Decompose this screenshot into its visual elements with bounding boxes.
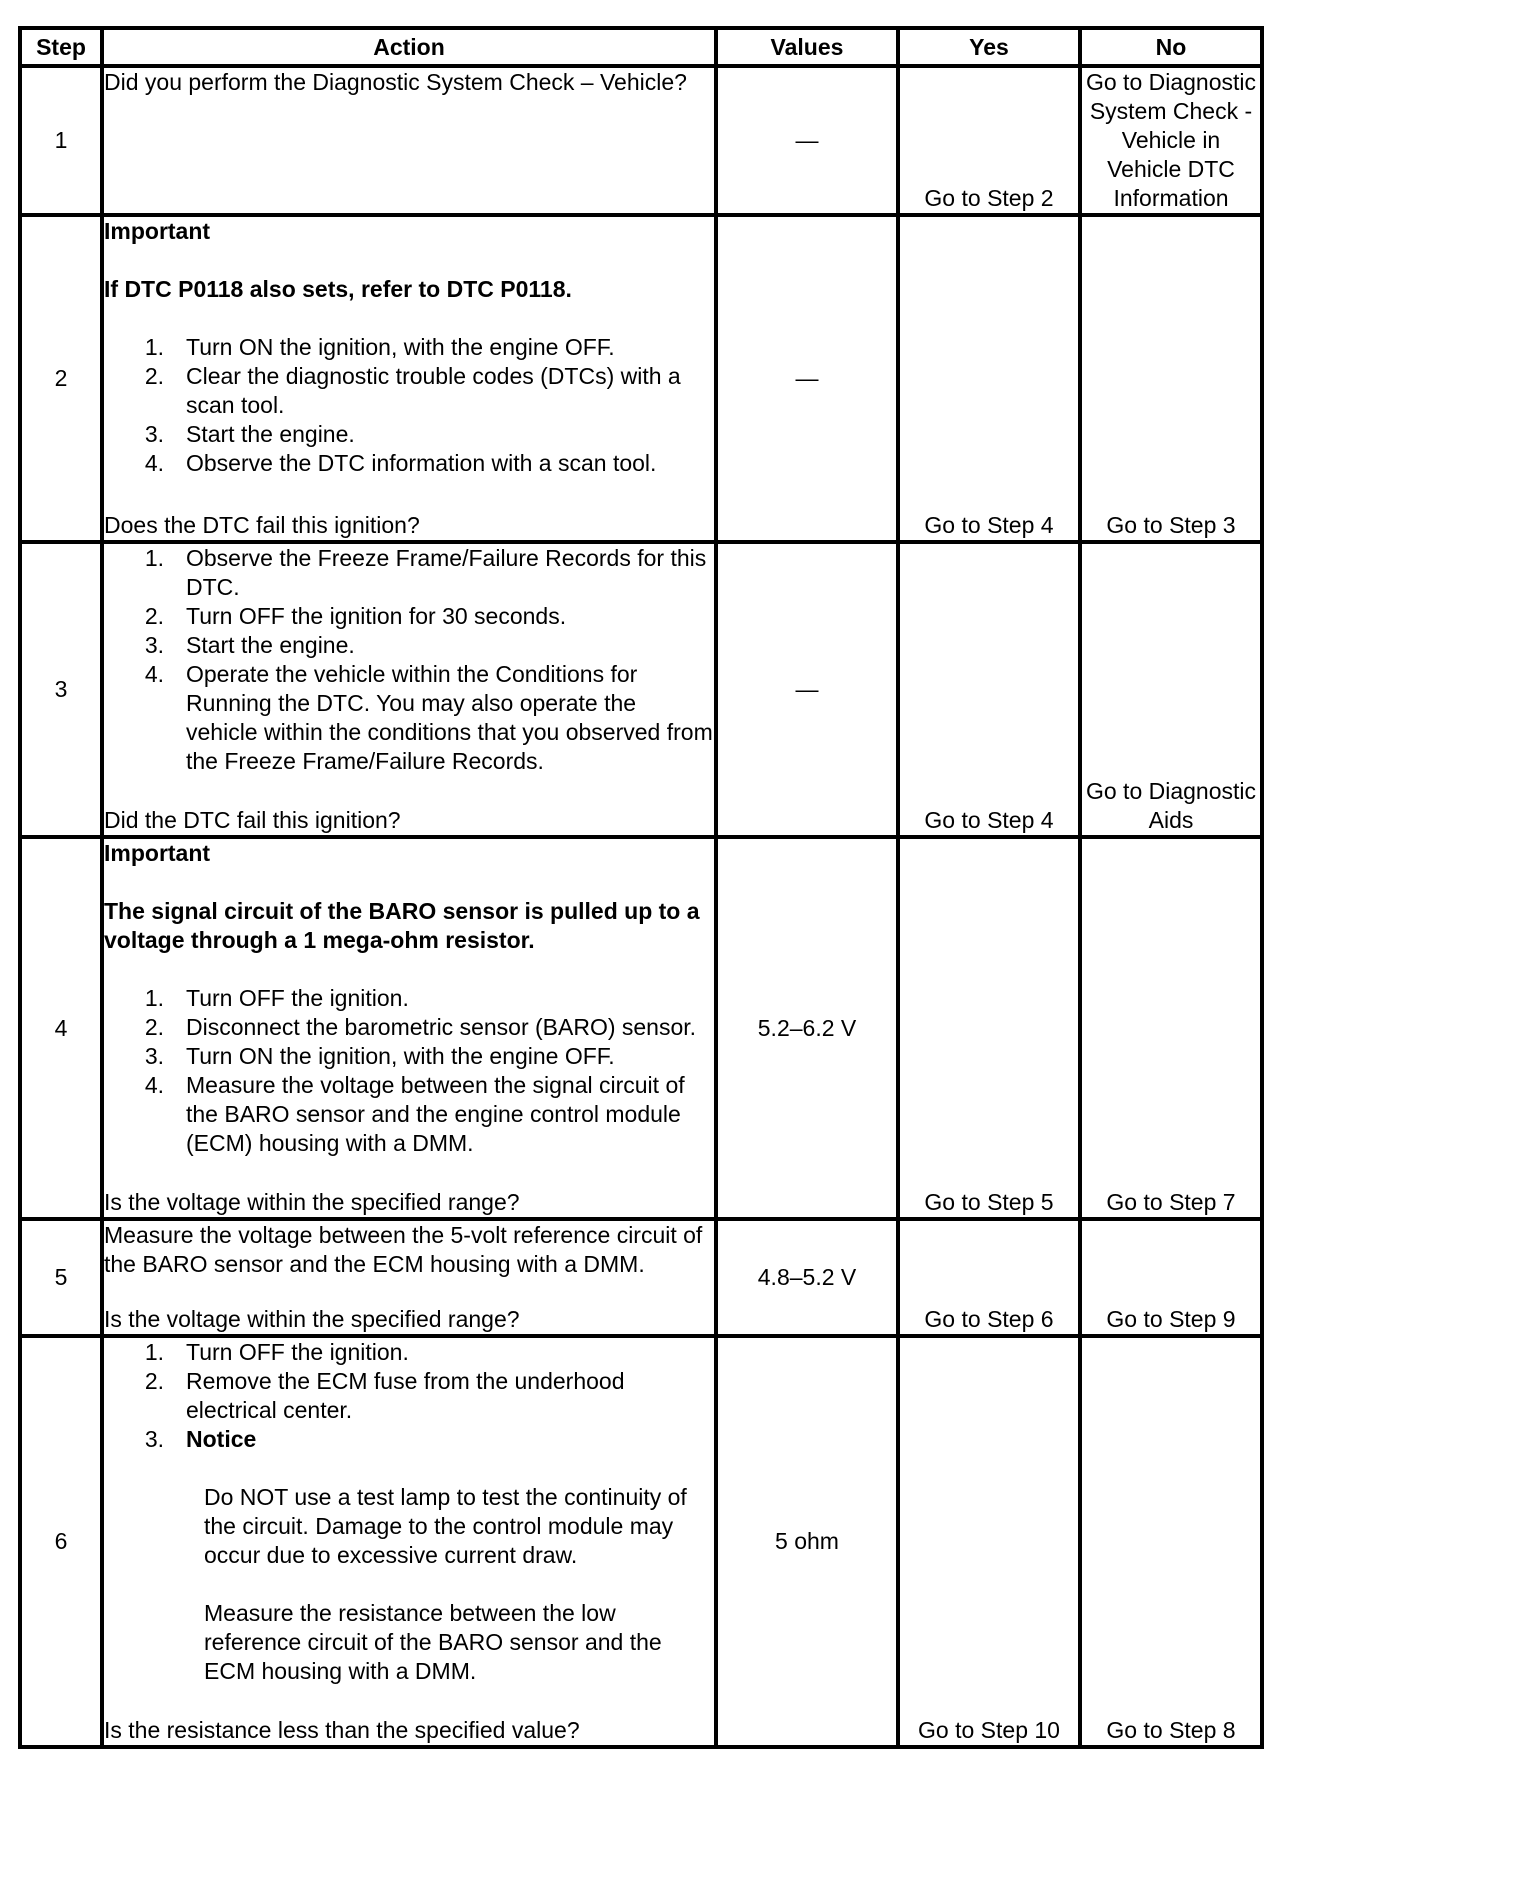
important-label: Important: [104, 840, 211, 866]
action-cell: [102, 66, 716, 215]
value-cell: 5 ohm: [716, 1336, 898, 1747]
step-number: 1: [20, 66, 102, 215]
header-yes: Yes: [898, 28, 1080, 66]
table-row: [20, 1336, 1262, 1747]
measure-text: Measure the resistance between the low reference circuit of the BARO sensor and the ECM housing with a DMM.: [204, 1600, 662, 1684]
list-item: 3. Start the engine.: [144, 632, 355, 658]
value-cell: 4.8–5.2 V: [716, 1219, 898, 1336]
no-cell: Go to Diagnostic Aids: [1080, 542, 1262, 837]
table-row: [20, 1219, 1262, 1336]
action-steps-list: [104, 984, 714, 1158]
header-step: Step: [20, 28, 102, 66]
value-cell: —: [716, 66, 898, 215]
list-item: 1. Observe the Freeze Frame/Failure Records for this DTC.: [144, 545, 707, 600]
action-question: Is the resistance less than the specified value?: [104, 1717, 580, 1743]
list-item: 3. Turn ON the ignition, with the engine OFF.: [144, 1043, 615, 1069]
no-cell: Go to Step 3: [1080, 215, 1262, 542]
list-item: 1. Turn OFF the ignition.: [144, 1339, 409, 1365]
list-item: 3. Notice: [104, 1425, 714, 1454]
notice-text: Do NOT use a test lamp to test the continuity of the circuit. Damage to the control module may occur due to excessive current draw.: [204, 1484, 687, 1568]
list-item: 4. Operate the vehicle within the Conditions for Running the DTC. You may also operate the vehicle within the conditions that you observed from the Freeze Frame/Failure Records.: [144, 661, 713, 774]
action-cell: [102, 215, 716, 542]
table-row: [20, 837, 1262, 1219]
list-item: 1. Turn OFF the ignition.: [144, 985, 409, 1011]
yes-cell: Go to Step 6: [898, 1219, 1080, 1336]
header-no: No: [1080, 28, 1262, 66]
no-cell: Go to Step 7: [1080, 837, 1262, 1219]
no-cell: Go to Diagnostic System Check - Vehicle in Vehicle DTC Information: [1080, 66, 1262, 215]
action-text: Measure the voltage between the 5-volt reference circuit of the BARO sensor and the ECM housing with a DMM.: [104, 1222, 703, 1277]
step-number: 2: [20, 215, 102, 542]
list-item: 2. Turn OFF the ignition for 30 seconds.: [144, 603, 567, 629]
action-cell: [102, 1219, 716, 1336]
header-values: Values: [716, 28, 898, 66]
value-cell: —: [716, 215, 898, 542]
step-number: 5: [20, 1219, 102, 1336]
action-question: Did the DTC fail this ignition?: [104, 807, 401, 833]
diagnostic-table: [18, 26, 1264, 1749]
yes-cell: Go to Step 4: [898, 215, 1080, 542]
diagnostic-table-container: [18, 26, 1264, 1749]
no-cell: Go to Step 8: [1080, 1336, 1262, 1747]
action-question: Did you perform the Diagnostic System Check – Vehicle?: [104, 69, 687, 95]
action-cell: [102, 542, 716, 837]
table-row: [20, 66, 1262, 215]
action-cell: [102, 1336, 716, 1747]
list-item: 4. Measure the voltage between the signal circuit of the BARO sensor and the engine control module (ECM) housing with a DMM.: [144, 1072, 685, 1156]
no-cell: Go to Step 9: [1080, 1219, 1262, 1336]
action-question: Does the DTC fail this ignition?: [104, 512, 420, 538]
table-header-row: [20, 28, 1262, 66]
action-question: Is the voltage within the specified range?: [104, 1189, 520, 1215]
list-item: 2. Disconnect the barometric sensor (BARO) sensor.: [144, 1014, 697, 1040]
header-action: Action: [102, 28, 716, 66]
list-item: 1. Turn ON the ignition, with the engine OFF.: [144, 334, 615, 360]
important-text: If DTC P0118 also sets, refer to DTC P0118.: [104, 276, 572, 302]
step-number: 6: [20, 1336, 102, 1747]
notice-label: Notice: [186, 1426, 257, 1452]
list-item: 4. Observe the DTC information with a scan tool.: [144, 450, 657, 476]
table-row: [20, 215, 1262, 542]
action-steps-list: [104, 1338, 714, 1454]
list-item: 3. Start the engine.: [144, 421, 355, 447]
yes-cell: Go to Step 10: [898, 1336, 1080, 1747]
yes-cell: Go to Step 4: [898, 542, 1080, 837]
yes-cell: Go to Step 5: [898, 837, 1080, 1219]
value-cell: —: [716, 542, 898, 837]
action-cell: [102, 837, 716, 1219]
yes-cell: Go to Step 2: [898, 66, 1080, 215]
important-text: The signal circuit of the BARO sensor is pulled up to a voltage through a 1 mega-ohm resistor.: [104, 898, 700, 953]
value-cell: 5.2–6.2 V: [716, 837, 898, 1219]
action-question: Is the voltage within the specified range?: [104, 1306, 520, 1332]
action-steps-list: [104, 333, 714, 478]
list-item: 2. Clear the diagnostic trouble codes (DTCs) with a scan tool.: [144, 363, 681, 418]
action-steps-list: [104, 544, 714, 776]
important-label: Important: [104, 218, 211, 244]
step-number: 3: [20, 542, 102, 837]
table-row: [20, 542, 1262, 837]
step-number: 4: [20, 837, 102, 1219]
list-item: 2. Remove the ECM fuse from the underhood electrical center.: [144, 1368, 625, 1423]
